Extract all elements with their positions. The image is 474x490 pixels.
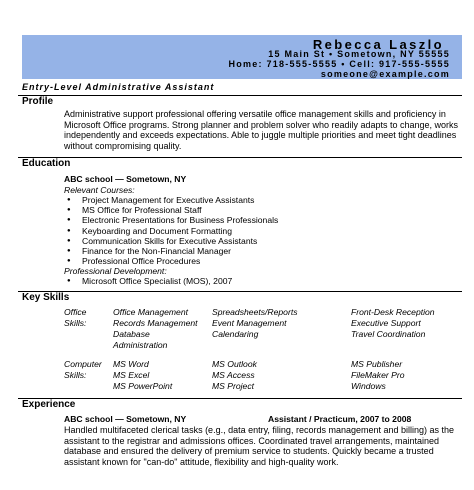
job-title: Entry-Level Administrative Assistant — [22, 82, 215, 92]
skill-item: Windows — [351, 381, 386, 391]
experience-heading: Experience — [22, 399, 76, 410]
skill-item: Executive Support — [351, 318, 421, 328]
development-label: Professional Development: — [64, 266, 167, 276]
skill-item: Front-Desk Reception — [351, 307, 435, 317]
skill-item: Office Management — [113, 307, 188, 317]
list-item: ● Professional Office Procedures — [64, 256, 278, 266]
contact-header — [22, 35, 462, 79]
skill-item: MS Access — [212, 370, 255, 380]
skill-item: Event Management — [212, 318, 287, 328]
education-heading: Education — [22, 158, 71, 169]
profile-heading: Profile — [22, 96, 54, 107]
address: 15 Main St • Sometown, NY 55555 — [268, 49, 450, 59]
office-skills-label: Office Skills: — [64, 307, 87, 328]
divider — [18, 398, 462, 399]
email: someone@example.com — [320, 69, 450, 79]
experience-text: Handled multifaceted clerical tasks (e.g., data entry, filing, records management and billing) as the assistant to the registrar and admissions offices. Coordinated travel arrangements, maintained database and ensured the delivery of premium service to students. Quickly became a trusted assistant known for "can-do" attitude, flexibility and high-quality work. — [64, 425, 455, 467]
list-item: ● Keyboarding and Document Formatting — [64, 226, 278, 236]
skills-heading: Key Skills — [22, 292, 70, 303]
role-and-dates: Assistant / Practicum, 2007 to 2008 — [268, 414, 412, 424]
courses-label: Relevant Courses: — [64, 185, 135, 195]
skill-item: MS Excel — [113, 370, 150, 380]
skill-item: MS Word — [113, 359, 149, 369]
list-item: ● MS Office for Professional Staff — [64, 205, 278, 215]
skill-item: Spreadsheets/Reports — [212, 307, 298, 317]
skill-item: MS Outlook — [212, 359, 257, 369]
skill-item: Records Management — [113, 318, 198, 328]
development-list — [64, 276, 232, 286]
list-item: ● Communication Skills for Executive Assistants — [64, 236, 278, 246]
candidate-name: Rebecca Laszlo — [312, 37, 444, 52]
skill-item: MS PowerPoint — [113, 381, 173, 391]
list-item: ● Finance for the Non-Financial Manager — [64, 246, 278, 256]
list-item: ● Project Management for Executive Assistants — [64, 195, 278, 205]
skill-item: MS Project — [212, 381, 255, 391]
computer-skills-label: Computer Skills: — [64, 359, 102, 380]
profile-text: Administrative support professional offering versatile office management skills and proficiency in Microsoft Office programs. Strong planner and problem solver who readily adapts to change, works independently and exceeds expectations. Able to juggle multiple priorities and meet tight deadlines without compromising quality. — [64, 109, 459, 151]
skill-item: Database Administration — [113, 329, 168, 350]
divider — [18, 157, 462, 158]
skill-item: FileMaker Pro — [351, 370, 405, 380]
list-item: ● Electronic Presentations for Business Professionals — [64, 215, 278, 225]
phone-numbers: Home: 718-555-5555 • Cell: 917-555-5555 — [228, 59, 450, 69]
divider — [18, 95, 462, 96]
list-item: ● Microsoft Office Specialist (MOS), 2007 — [64, 276, 232, 286]
employer-name: ABC school — Sometown, NY — [64, 414, 187, 424]
courses-list — [64, 195, 278, 266]
school-name: ABC school — Sometown, NY — [64, 174, 187, 184]
divider — [18, 291, 462, 292]
skill-item: Calendaring — [212, 329, 259, 339]
skill-item: Travel Coordination — [351, 329, 426, 339]
skill-item: MS Publisher — [351, 359, 403, 369]
